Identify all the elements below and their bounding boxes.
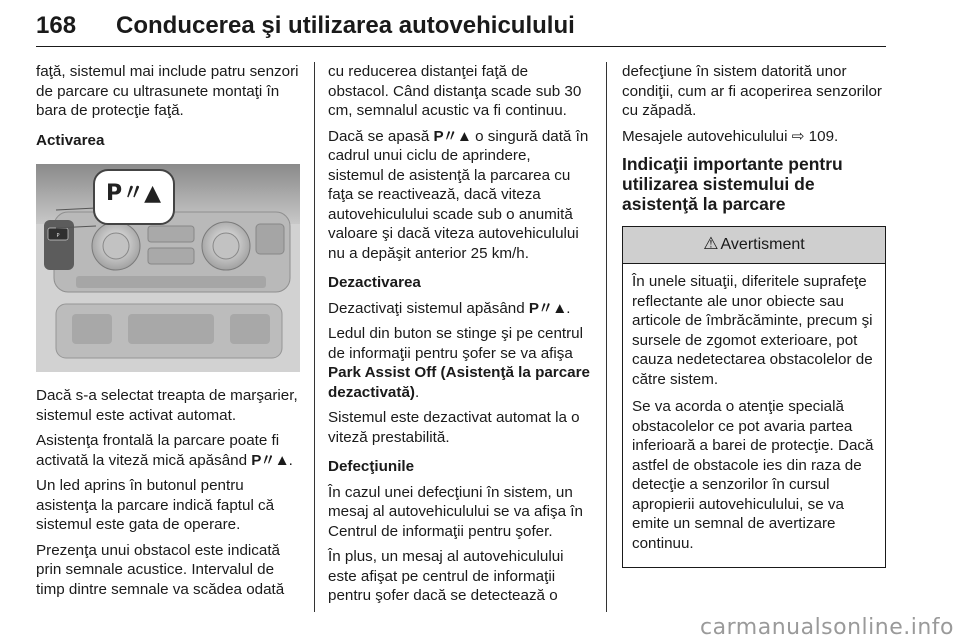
paragraph: În plus, un mesaj al autovehiculului este afişat pe centrul de informaţii pentru şofer dacă se detectează o xyxy=(328,548,564,604)
column-divider xyxy=(314,62,315,612)
page-number: 168 xyxy=(36,12,77,39)
svg-text:P: P xyxy=(56,233,60,239)
park-assist-button-figure xyxy=(36,164,300,372)
column-3 xyxy=(622,62,886,568)
paragraph: Mesajele autovehiculului ⇨ 109. xyxy=(622,126,839,145)
paragraph: Prezenţa unui obstacol este indicată prin semnale acustice. Intervalul de timp dintre semnale va scădea odată xyxy=(36,541,285,598)
paragraph: faţă, sistemul mai include patru senzori de parcare cu ultrasunete montaţi în bara de protecţie faţă. xyxy=(36,63,299,119)
cross-reference-arrow-icon: ⇨ xyxy=(791,126,805,145)
paragraph: Ledul din buton se stinge şi pe centrul de informaţii pentru şofer se va afişa Park Assist Off (Asistenţă la parcare dezactivată). xyxy=(328,325,590,401)
paragraph: Un led aprins în butonul pentru asistenţa la parcare indică faptul că sistemul este gata de operare. xyxy=(36,477,275,533)
warning-triangle-icon: ⚠ xyxy=(703,234,719,255)
section-heading-deactivation: Dezactivarea xyxy=(328,274,421,291)
section-heading-activation: Activarea xyxy=(36,131,105,149)
warning-paragraph: În unele situaţii, diferitele suprafeţe reflectante ale unor obiecte sau articole de îmbrăcăminte, precum şi sursele de zgomot exterioare, pot cauza nedetectarea obstacolelor de către sistem. xyxy=(632,273,873,388)
park-assist-symbol: P〃▲ xyxy=(433,127,471,145)
paragraph: Dacă se apasă P〃▲ o singură dată în cadrul unui ciclu de aprindere, sistemul de asistenţă la parcarea cu faţa se reactivează, dacă viteza autovehiculului scade sub o anumită valoare şi dacă viteza autovehiculului nu a depăşit anterior 25 km/h. xyxy=(328,127,589,262)
paragraph: cu reducerea distanţei faţă de obstacol. Când distanţa scade sub 30 cm, semnalul acustic va fi continuu. xyxy=(328,63,582,119)
warning-title: Avertisment xyxy=(720,236,805,254)
watermark: carmanualsonline.info xyxy=(700,615,954,640)
paragraph: Dezactivaţi sistemul apăsând P〃▲. xyxy=(328,299,571,317)
cross-reference-link[interactable]: 109 xyxy=(808,127,835,145)
section-heading-important-notes: Indicaţii importante pentru utilizarea sistemului de asistenţă la parcare xyxy=(622,154,843,214)
paragraph: defecţiune în sistem datorită unor condiţii, cum ar fi acoperirea senzorilor cu zăpadă. xyxy=(622,63,882,119)
paragraph: Asistenţa frontală la parcare poate fi activată la viteză mică apăsând P〃▲. xyxy=(36,432,293,469)
column-2 xyxy=(328,62,590,612)
dashboard-illustration xyxy=(36,164,300,372)
warning-paragraph: Se va acorda o atenţie specială obstacolelor ce pot avaria partea inferioară a barei de protecţie. Dacă astfel de obstacole ies din raza de detecţie a senzorilor în cursul apropierii autovehiculului, se va emite un semnal de avertizare continuu. xyxy=(632,398,874,552)
paragraph: În cazul unei defecţiuni în sistem, un mesaj al autovehiculului se va afişa în Centrul de informaţii pentru şofer. xyxy=(328,483,583,540)
warning-body xyxy=(623,264,885,567)
paragraph: Sistemul este dezactivat automat la o viteză prestabilită. xyxy=(328,409,580,446)
park-assist-off-message: Park Assist Off (Asistenţă la parcare dezactivată) xyxy=(328,364,590,401)
column-1 xyxy=(36,62,300,605)
section-heading-faults: Defecţiunile xyxy=(328,458,415,475)
park-assist-symbol-callout: P〃▲ xyxy=(106,181,162,206)
page-title: Conducerea şi utilizarea autovehiculului xyxy=(116,12,575,39)
warning-box xyxy=(622,226,886,568)
page-header xyxy=(36,6,886,47)
column-divider xyxy=(606,62,607,612)
park-assist-symbol: P〃▲ xyxy=(251,451,289,469)
paragraph: Dacă s-a selectat treapta de marşarier, sistemul este activat automat. xyxy=(36,387,298,424)
warning-header xyxy=(623,227,885,264)
park-assist-symbol: P〃▲ xyxy=(528,299,567,317)
